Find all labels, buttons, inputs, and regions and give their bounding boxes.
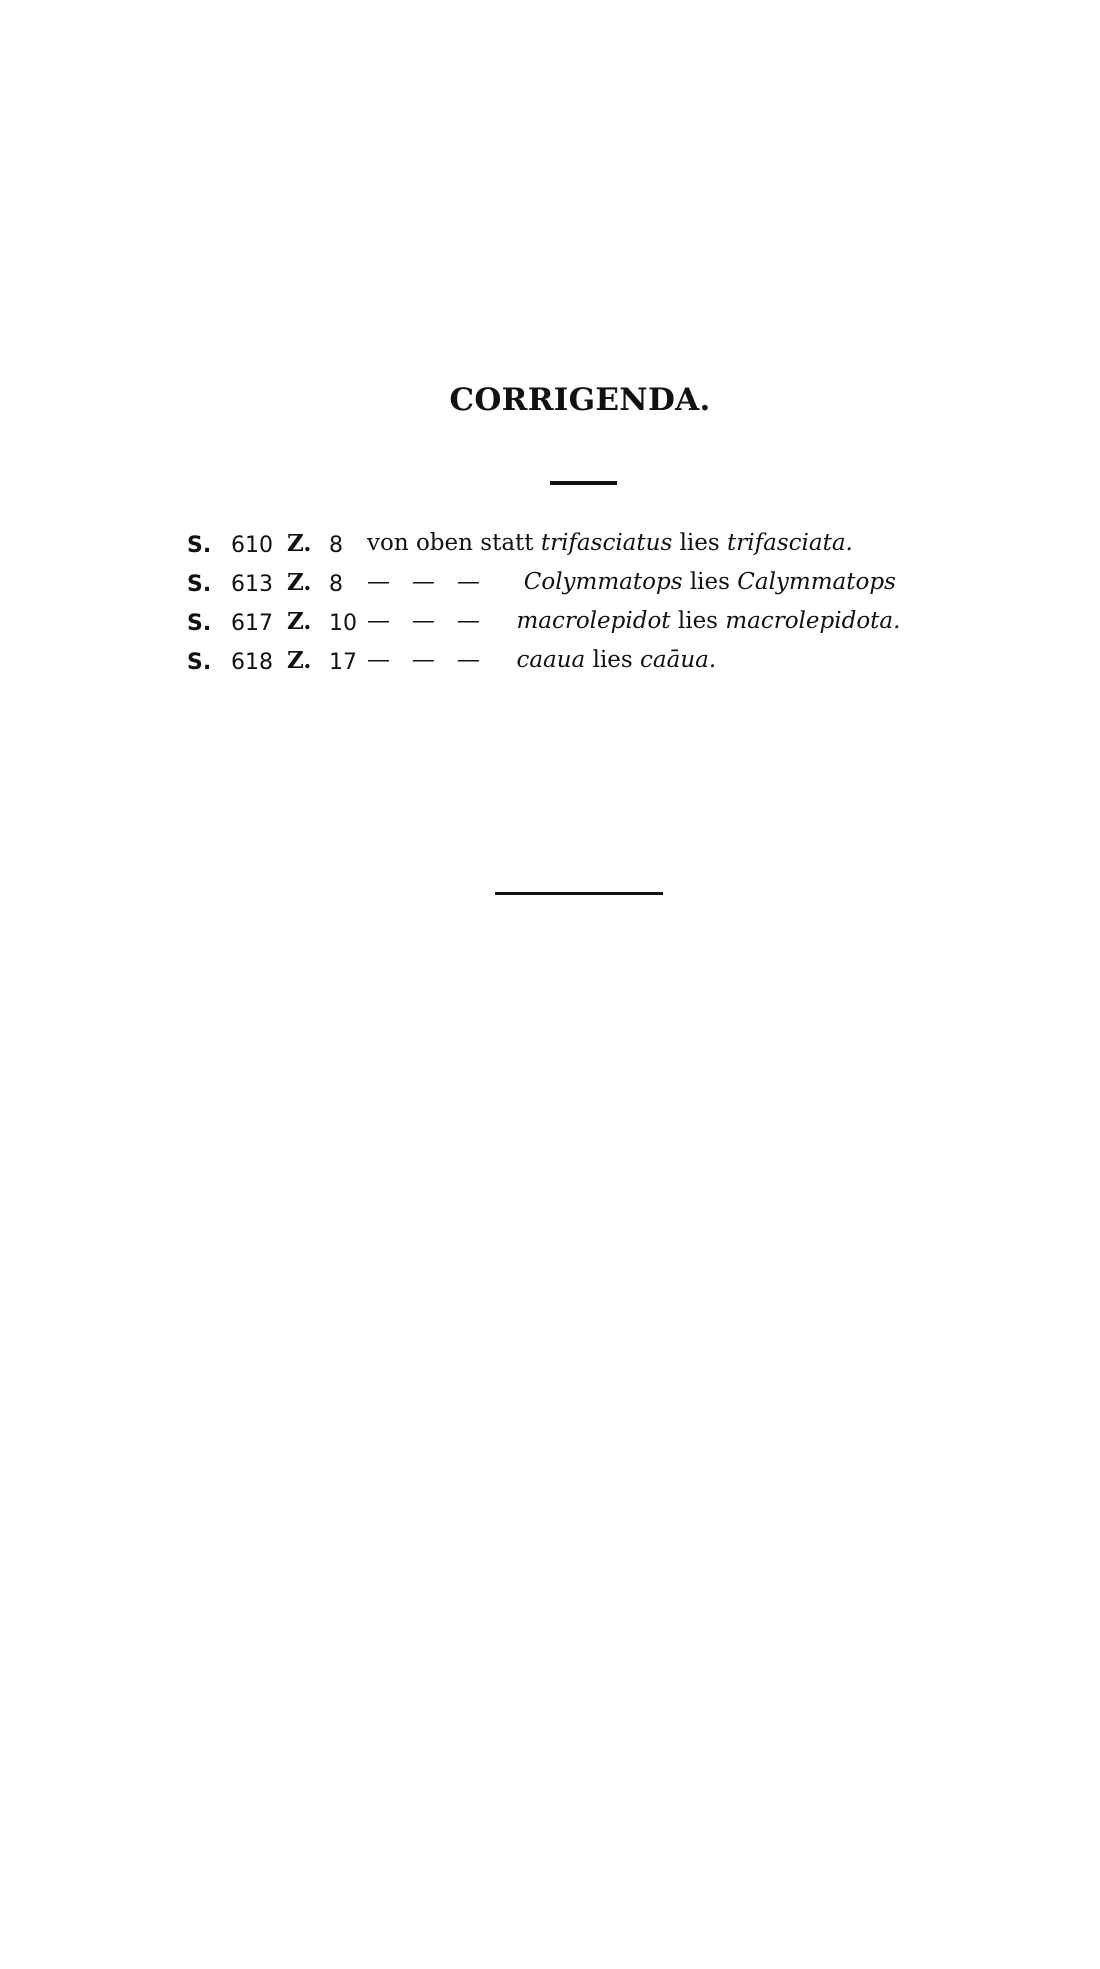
lies-word: lies	[592, 647, 633, 673]
wrong-term: Colymmatops	[523, 569, 683, 595]
corrigenda-list	[187, 530, 947, 686]
seite-abbrev: S.	[187, 533, 212, 558]
correction-text	[367, 608, 900, 634]
ditto-dashes: — — —	[367, 647, 480, 673]
correction-text	[367, 530, 853, 556]
line-number: 10	[329, 611, 357, 636]
wrong-term: caaua	[516, 647, 586, 673]
correct-term: macrolepidota.	[725, 608, 901, 634]
correction-text	[367, 647, 716, 673]
line-number: 8	[329, 533, 343, 558]
wrong-term: trifasciatus	[540, 530, 673, 556]
line-number: 17	[329, 650, 357, 675]
page-number: 618	[231, 650, 273, 675]
zeile-abbrev: Z.	[287, 608, 312, 635]
page-number: 613	[231, 572, 273, 597]
page-number: 610	[231, 533, 273, 558]
correct-term: trifasciata.	[727, 530, 853, 556]
instruction-text: von oben statt	[367, 530, 534, 556]
correction-text	[367, 569, 896, 595]
zeile-abbrev: Z.	[287, 530, 312, 557]
zeile-abbrev: Z.	[287, 647, 312, 674]
closing-rule	[495, 892, 663, 895]
zeile-abbrev: Z.	[287, 569, 312, 596]
wrong-term: macrolepidot	[516, 608, 671, 634]
lies-word: lies	[677, 608, 718, 634]
title-rule	[550, 481, 617, 485]
line-number: 8	[329, 572, 343, 597]
lies-word: lies	[679, 530, 720, 556]
page-title: CORRIGENDA.	[449, 382, 711, 418]
seite-abbrev: S.	[187, 611, 212, 636]
page-number: 617	[231, 611, 273, 636]
corrigenda-entry	[187, 647, 947, 686]
ditto-dashes: — — —	[367, 569, 480, 595]
ditto-dashes: — — —	[367, 608, 480, 634]
seite-abbrev: S.	[187, 572, 212, 597]
correct-term: Calymmatops	[737, 569, 896, 595]
seite-abbrev: S.	[187, 650, 212, 675]
lies-word: lies	[689, 569, 730, 595]
corrigenda-entry	[187, 530, 947, 569]
correct-term: caāua.	[640, 647, 717, 673]
corrigenda-entry	[187, 608, 947, 647]
corrigenda-entry	[187, 569, 947, 608]
